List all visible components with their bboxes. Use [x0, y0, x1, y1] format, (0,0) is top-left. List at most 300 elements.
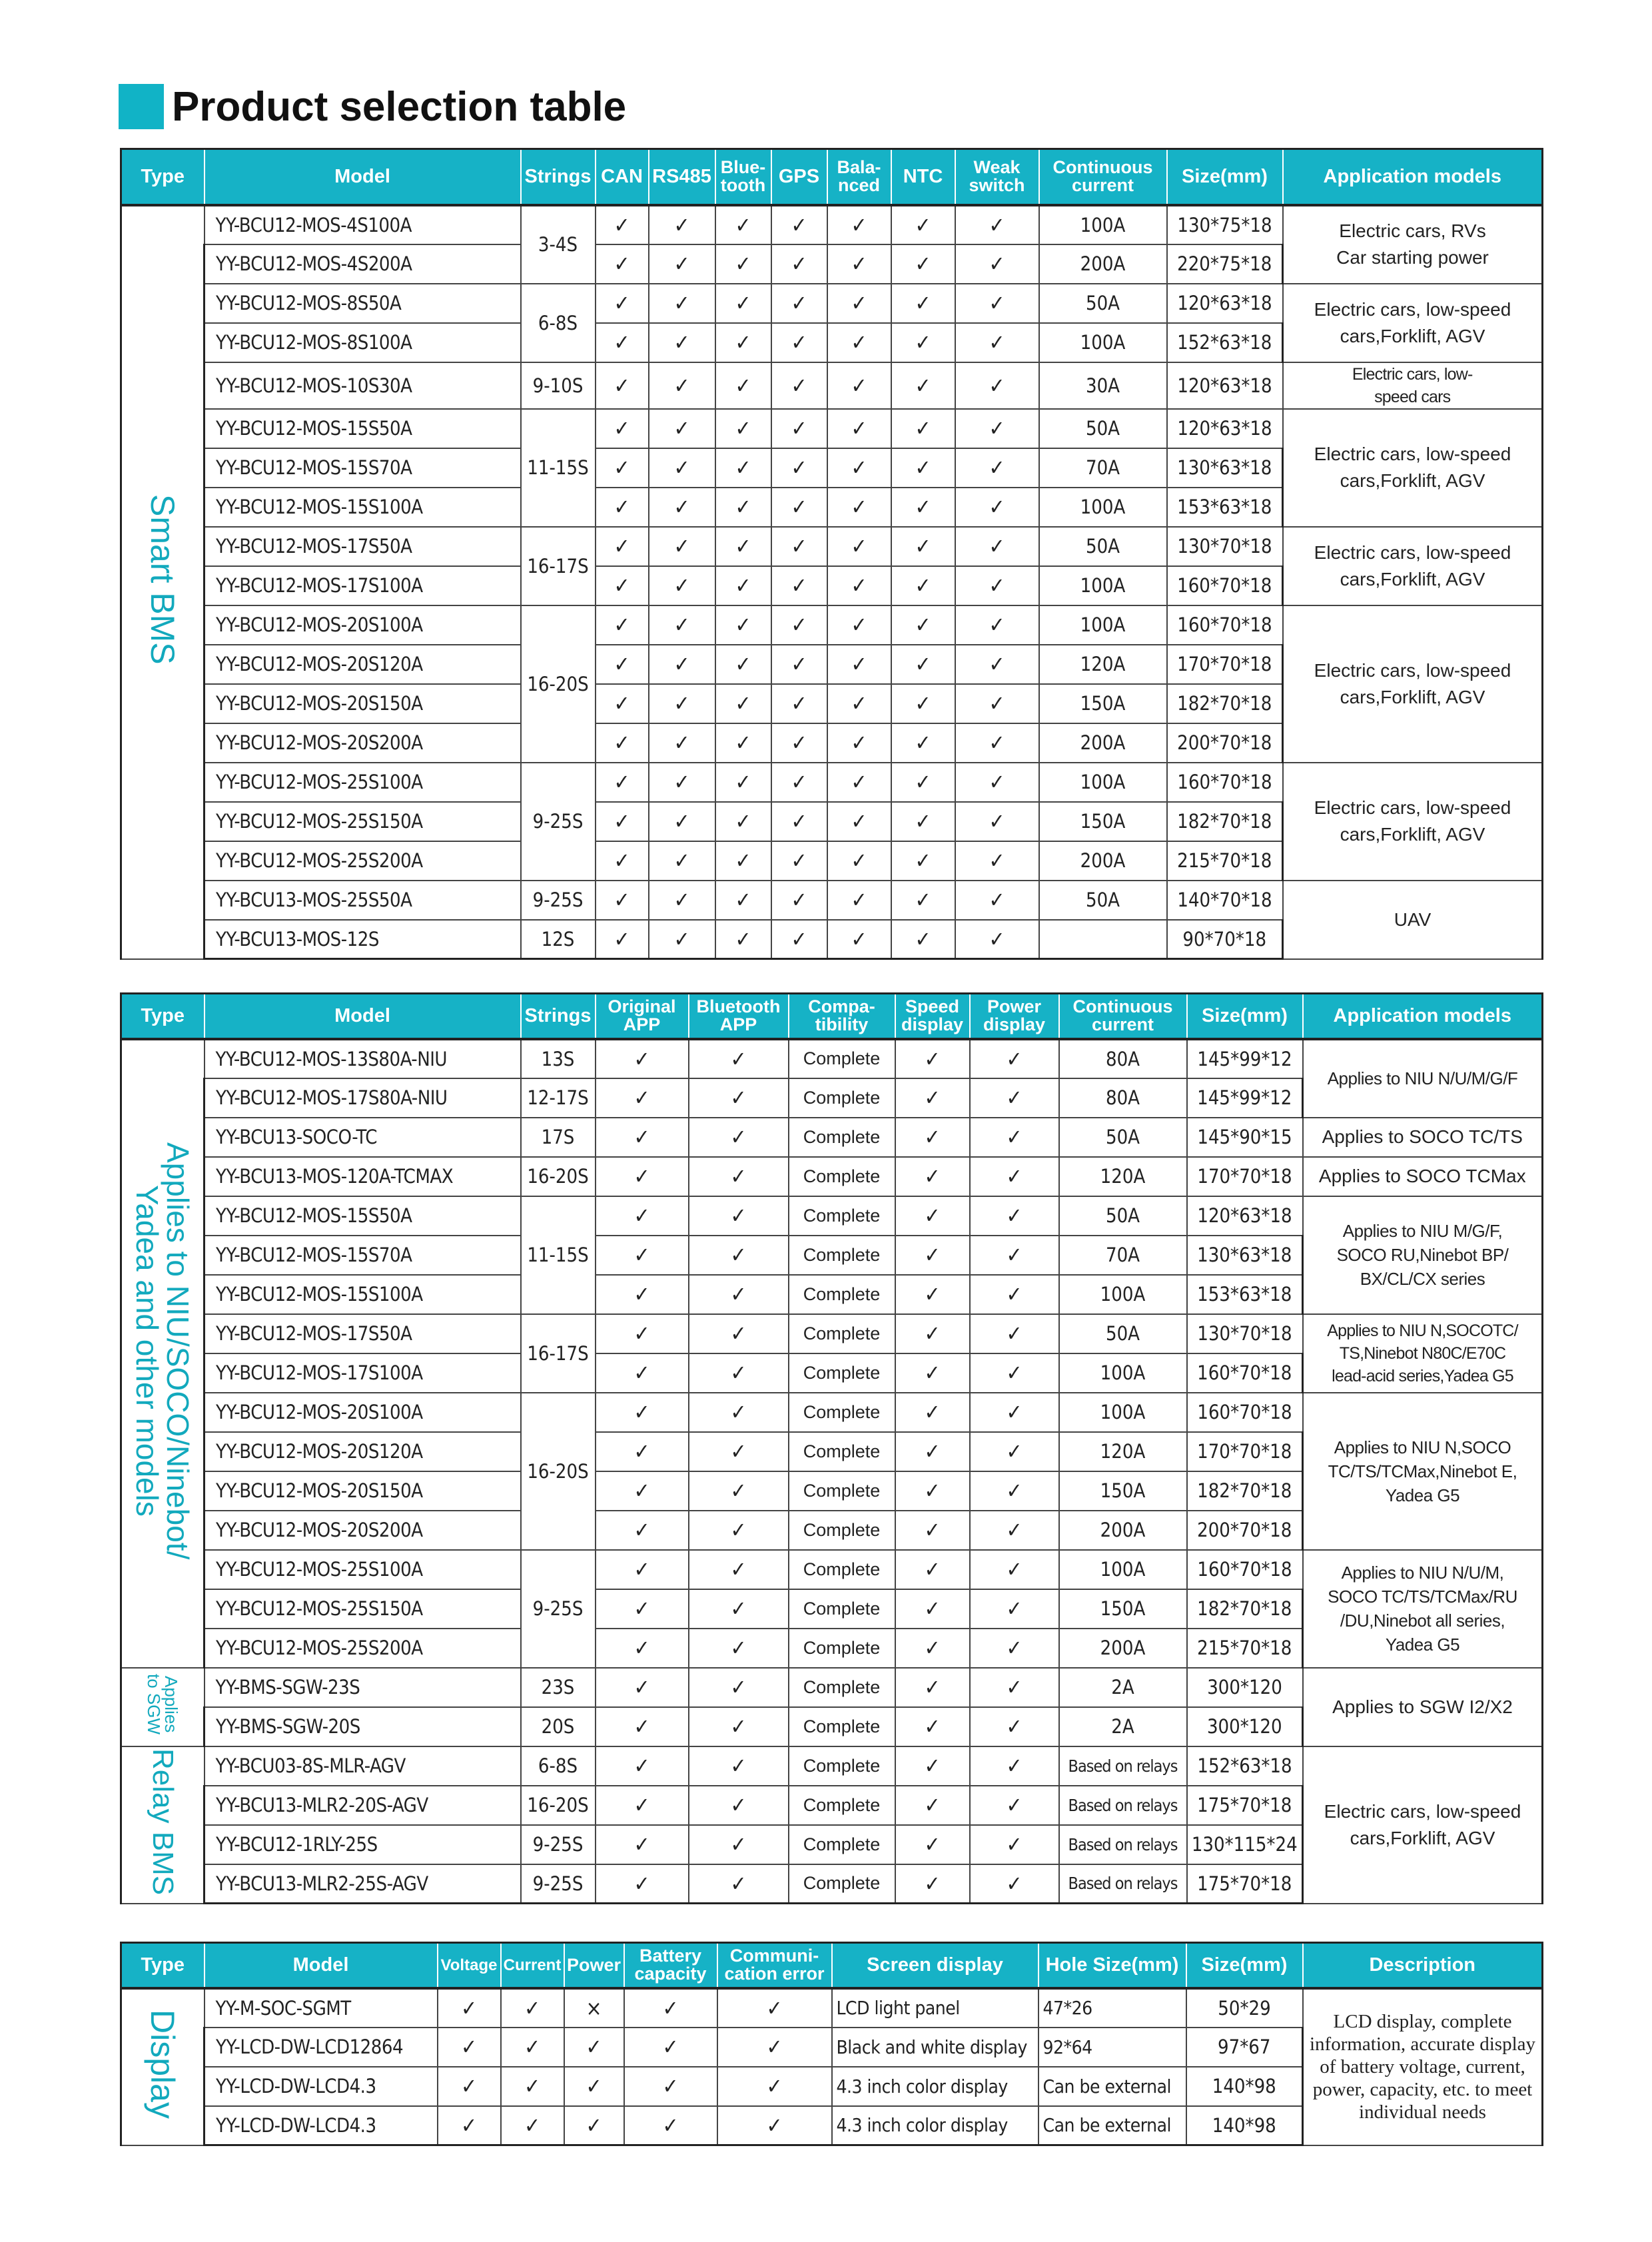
- model-cell: YY-BCU12-MOS-17S100A: [205, 566, 521, 605]
- check-icon: ✓: [662, 1995, 679, 2021]
- check-icon: ✓: [524, 2112, 541, 2138]
- check-icon: ✓: [924, 1242, 941, 1268]
- check-icon: ✓: [851, 730, 867, 755]
- check-icon: ✓: [1006, 1439, 1023, 1464]
- check-icon: ✓: [633, 1832, 650, 1857]
- feature-cell: [715, 684, 771, 723]
- feature-cell: [596, 566, 649, 605]
- check-icon: ✓: [851, 372, 867, 398]
- check-icon: ✓: [633, 1046, 650, 1072]
- check-icon: ✓: [633, 1399, 650, 1425]
- current-cell: 2A: [1059, 1707, 1187, 1746]
- feature-cell: [596, 684, 649, 723]
- check-icon: ✓: [735, 251, 751, 276]
- check-icon: ✓: [1006, 1282, 1023, 1307]
- model-cell: YY-BCU12-MOS-17S80A-NIU: [205, 1078, 521, 1118]
- col-header: Size(mm): [1167, 149, 1283, 205]
- feature-cell: [715, 763, 771, 802]
- size-cell: 130*70*18: [1187, 1314, 1303, 1353]
- speed-display-cell: [895, 1511, 970, 1550]
- col-header: Description: [1303, 1943, 1543, 1988]
- feature-cell: [891, 605, 955, 645]
- feature-cell: [891, 488, 955, 527]
- current-cell: 100A: [1059, 1353, 1187, 1393]
- check-icon: ✓: [924, 1596, 941, 1621]
- col-header: Model: [205, 994, 521, 1039]
- model-cell: YY-BCU12-MOS-25S200A: [205, 841, 521, 881]
- check-icon: ✓: [633, 1517, 650, 1543]
- current-cell: 100A: [1039, 763, 1167, 802]
- speed-display-cell: [895, 1707, 970, 1746]
- check-icon: ✓: [1006, 1792, 1023, 1818]
- feature-cell: [891, 205, 955, 244]
- check-icon: ✓: [633, 1753, 650, 1778]
- feature-cell: [771, 881, 827, 920]
- check-icon: ✓: [851, 612, 867, 637]
- power-display-cell: [970, 1707, 1059, 1746]
- current-cell: 100A: [1039, 566, 1167, 605]
- check-icon: ✓: [735, 809, 751, 834]
- voltage-cell: [438, 1988, 501, 2028]
- check-icon: ✓: [662, 2112, 679, 2138]
- power-display-cell: [970, 1314, 1059, 1353]
- compatibility-cell: Complete: [789, 1864, 895, 1904]
- strings-cell: 9-25S: [521, 763, 596, 881]
- screen-display-cell: LCD light panel: [832, 1988, 1038, 2028]
- compatibility-cell: Complete: [789, 1196, 895, 1236]
- table-row: [121, 1550, 1543, 1589]
- feature-cell: [891, 409, 955, 448]
- feature-cell: [715, 605, 771, 645]
- model-cell: YY-BMS-SGW-20S: [205, 1707, 521, 1746]
- size-cell: 300*120: [1187, 1668, 1303, 1707]
- model-cell: YY-BCU12-1RLY-25S: [205, 1825, 521, 1864]
- check-icon: ✓: [673, 416, 690, 441]
- size-cell: 160*70*18: [1187, 1393, 1303, 1432]
- check-icon: ✓: [614, 534, 630, 559]
- feature-cell: [649, 527, 715, 566]
- feature-cell: [771, 244, 827, 284]
- check-icon: ✓: [730, 1596, 747, 1621]
- current-cell: 150A: [1059, 1589, 1187, 1629]
- check-icon: ✓: [586, 2034, 602, 2059]
- check-icon: ✓: [730, 1203, 747, 1228]
- check-icon: ✓: [915, 809, 931, 834]
- size-cell: 182*70*18: [1167, 802, 1283, 841]
- feature-cell: [649, 841, 715, 881]
- original-app-cell: [596, 1353, 689, 1393]
- feature-cell: [891, 920, 955, 959]
- check-icon: ✓: [673, 809, 690, 834]
- model-cell: YY-BCU13-MLR2-20S-AGV: [205, 1786, 521, 1825]
- size-cell: 145*99*12: [1187, 1078, 1303, 1118]
- table-row: [121, 284, 1543, 323]
- check-icon: ✓: [730, 1635, 747, 1661]
- speed-display-cell: [895, 1393, 970, 1432]
- size-cell: 182*70*18: [1187, 1471, 1303, 1511]
- check-icon: ✓: [851, 251, 867, 276]
- check-icon: ✓: [851, 809, 867, 834]
- check-icon: ✓: [989, 251, 1005, 276]
- feature-cell: [955, 763, 1039, 802]
- col-header: Screen display: [832, 1943, 1038, 1988]
- check-icon: ✓: [673, 534, 690, 559]
- compatibility-cell: Complete: [789, 1471, 895, 1511]
- speed-display-cell: [895, 1589, 970, 1629]
- feature-cell: [771, 645, 827, 684]
- strings-cell: 9-25S: [521, 1864, 596, 1904]
- check-icon: ✓: [633, 1282, 650, 1307]
- current-cell: 50A: [1039, 409, 1167, 448]
- check-icon: ✓: [735, 691, 751, 716]
- current-cell: Based on relays: [1059, 1746, 1187, 1786]
- check-icon: ✓: [915, 290, 931, 316]
- feature-cell: [771, 205, 827, 244]
- strings-cell: 6-8S: [521, 284, 596, 362]
- check-icon: ✓: [791, 809, 807, 834]
- feature-cell: [891, 763, 955, 802]
- check-icon: ✓: [791, 612, 807, 637]
- feature-cell: [649, 284, 715, 323]
- check-icon: ✓: [791, 573, 807, 598]
- col-header: Bluetooth APP: [689, 994, 789, 1039]
- compatibility-cell: Complete: [789, 1825, 895, 1864]
- check-icon: ✓: [924, 1792, 941, 1818]
- check-icon: ✓: [924, 1203, 941, 1228]
- current-cell: 100A: [1039, 323, 1167, 362]
- application-cell: Electric cars, RVs Car starting power: [1283, 205, 1543, 284]
- col-header: GPS: [771, 149, 827, 205]
- check-icon: ✓: [614, 769, 630, 795]
- feature-cell: [771, 448, 827, 488]
- model-cell: YY-BCU12-MOS-15S50A: [205, 1196, 521, 1236]
- size-cell: 120*63*18: [1187, 1196, 1303, 1236]
- check-icon: ✓: [989, 848, 1005, 873]
- communication-error-cell: [717, 2106, 832, 2145]
- model-cell: YY-BMS-SGW-23S: [205, 1668, 521, 1707]
- check-icon: ✓: [633, 1792, 650, 1818]
- feature-cell: [596, 763, 649, 802]
- feature-cell: [715, 802, 771, 841]
- power-display-cell: [970, 1157, 1059, 1196]
- feature-cell: [715, 645, 771, 684]
- power-display-cell: [970, 1118, 1059, 1157]
- check-icon: ✓: [915, 769, 931, 795]
- size-cell: 130*63*18: [1187, 1236, 1303, 1275]
- check-icon: ✓: [673, 730, 690, 755]
- feature-cell: [955, 244, 1039, 284]
- current-cell: 80A: [1059, 1078, 1187, 1118]
- voltage-cell: [438, 2106, 501, 2145]
- check-icon: ✓: [633, 1124, 650, 1150]
- model-cell: YY-BCU12-MOS-25S150A: [205, 1589, 521, 1629]
- check-icon: ✓: [915, 730, 931, 755]
- type-cell-sgw: [121, 1668, 205, 1746]
- check-icon: ✓: [851, 926, 867, 952]
- feature-cell: [955, 527, 1039, 566]
- feature-cell: [955, 605, 1039, 645]
- type-cell-smart-bms-label: Smart BMS: [144, 494, 181, 665]
- check-icon: ✓: [633, 1557, 650, 1582]
- strings-cell: 9-25S: [521, 1825, 596, 1864]
- speed-display-cell: [895, 1196, 970, 1236]
- original-app-cell: [596, 1118, 689, 1157]
- feature-cell: [596, 323, 649, 362]
- check-icon: ✓: [924, 1635, 941, 1661]
- check-icon: ✓: [924, 1399, 941, 1425]
- check-icon: ✓: [735, 651, 751, 677]
- check-icon: ✓: [730, 1792, 747, 1818]
- power-display-cell: [970, 1353, 1059, 1393]
- strings-cell: 16-20S: [521, 605, 596, 763]
- feature-cell: [649, 448, 715, 488]
- check-icon: ✓: [633, 1439, 650, 1464]
- size-cell: 160*70*18: [1187, 1550, 1303, 1589]
- col-header: Battery capacity: [624, 1943, 717, 1988]
- feature-cell: [771, 605, 827, 645]
- check-icon: ✓: [614, 416, 630, 441]
- current-cell: [501, 1988, 564, 2028]
- original-app-cell: [596, 1589, 689, 1629]
- current-cell: 50A: [1039, 881, 1167, 920]
- application-cell: Applies to SOCO TC/TS: [1303, 1118, 1543, 1157]
- check-icon: ✓: [1006, 1242, 1023, 1268]
- check-icon: ✓: [614, 887, 630, 913]
- size-cell: 200*70*18: [1167, 723, 1283, 763]
- current-cell: 50A: [1059, 1196, 1187, 1236]
- check-icon: ✓: [791, 769, 807, 795]
- model-cell: YY-BCU13-MOS-25S50A: [205, 881, 521, 920]
- model-cell: YY-BCU03-8S-MLR-AGV: [205, 1746, 521, 1786]
- col-header: Model: [205, 149, 521, 205]
- check-icon: ✓: [735, 494, 751, 520]
- size-cell: 120*63*18: [1167, 284, 1283, 323]
- power-display-cell: [970, 1196, 1059, 1236]
- check-icon: ✓: [735, 887, 751, 913]
- check-icon: ✓: [851, 691, 867, 716]
- bluetooth-app-cell: [689, 1668, 789, 1707]
- feature-cell: [771, 323, 827, 362]
- feature-cell: [891, 244, 955, 284]
- feature-cell: [649, 362, 715, 409]
- power-display-cell: [970, 1668, 1059, 1707]
- check-icon: ✓: [730, 1675, 747, 1700]
- check-icon: ✓: [633, 1203, 650, 1228]
- table-row: [121, 1196, 1543, 1236]
- check-icon: ✓: [766, 2073, 783, 2099]
- feature-cell: [827, 409, 891, 448]
- check-icon: ✓: [735, 372, 751, 398]
- size-cell: 160*70*18: [1187, 1353, 1303, 1393]
- check-icon: ✓: [924, 1870, 941, 1896]
- model-cell: YY-LCD-DW-LCD4.3: [205, 2067, 438, 2106]
- feature-cell: [649, 409, 715, 448]
- check-icon: ✓: [1006, 1714, 1023, 1739]
- current-cell: 120A: [1039, 645, 1167, 684]
- check-icon: ✓: [989, 330, 1005, 355]
- check-icon: ✓: [735, 212, 751, 238]
- application-cell: Applies to NIU N,SOCO TC/TS/TCMax,Ninebot E, Yadea G5: [1303, 1393, 1543, 1550]
- check-icon: ✓: [989, 455, 1005, 480]
- size-cell: 130*75*18: [1167, 205, 1283, 244]
- check-icon: ✓: [791, 848, 807, 873]
- feature-cell: [955, 323, 1039, 362]
- strings-cell: 16-17S: [521, 527, 596, 605]
- cross-icon: ×: [586, 1995, 602, 2021]
- table-header-row: [121, 149, 1543, 205]
- model-cell: YY-LCD-DW-LCD12864: [205, 2028, 438, 2067]
- power-display-cell: [970, 1629, 1059, 1668]
- check-icon: ✓: [989, 887, 1005, 913]
- feature-cell: [715, 448, 771, 488]
- check-icon: ✓: [915, 455, 931, 480]
- check-icon: ✓: [673, 290, 690, 316]
- communication-error-cell: [717, 1988, 832, 2028]
- feature-cell: [771, 488, 827, 527]
- table-row: [121, 1118, 1543, 1157]
- table-row: [121, 1988, 1543, 2028]
- application-cell: Electric cars, low-speed cars,Forklift, AGV: [1283, 527, 1543, 605]
- table-row: [121, 1314, 1543, 1353]
- bluetooth-app-cell: [689, 1039, 789, 1078]
- compatibility-cell: Complete: [789, 1746, 895, 1786]
- compatibility-cell: Complete: [789, 1078, 895, 1118]
- check-icon: ✓: [915, 494, 931, 520]
- check-icon: ✓: [989, 372, 1005, 398]
- battery-capacity-cell: [624, 2067, 717, 2106]
- model-cell: YY-BCU12-MOS-20S150A: [205, 1471, 521, 1511]
- screen-display-cell: Black and white display: [832, 2028, 1038, 2067]
- check-icon: ✓: [586, 2112, 602, 2138]
- feature-cell: [596, 527, 649, 566]
- model-cell: YY-BCU12-MOS-15S70A: [205, 448, 521, 488]
- check-icon: ✓: [924, 1714, 941, 1739]
- bluetooth-app-cell: [689, 1157, 789, 1196]
- feature-cell: [715, 920, 771, 959]
- check-icon: ✓: [791, 534, 807, 559]
- current-cell: 150A: [1039, 684, 1167, 723]
- check-icon: ✓: [924, 1557, 941, 1582]
- table-row: [121, 605, 1543, 645]
- size-cell: 152*63*18: [1187, 1746, 1303, 1786]
- strings-cell: 11-15S: [521, 1196, 596, 1314]
- table-row: [121, 205, 1543, 244]
- check-icon: ✓: [524, 1995, 541, 2021]
- feature-cell: [891, 723, 955, 763]
- col-header: Power display: [970, 994, 1059, 1039]
- check-icon: ✓: [915, 416, 931, 441]
- model-cell: YY-BCU12-MOS-4S100A: [205, 205, 521, 244]
- feature-cell: [649, 920, 715, 959]
- original-app-cell: [596, 1432, 689, 1471]
- col-header: Type: [121, 1943, 205, 1988]
- battery-capacity-cell: [624, 1988, 717, 2028]
- type-cell-display: [121, 1988, 205, 2145]
- check-icon: ✓: [735, 455, 751, 480]
- page-title-block: [119, 81, 626, 132]
- power-cell: [564, 2028, 624, 2067]
- check-icon: ✓: [989, 212, 1005, 238]
- size-cell: 130*115*24: [1187, 1825, 1303, 1864]
- col-header: NTC: [891, 149, 955, 205]
- power-display-cell: [970, 1039, 1059, 1078]
- application-cell: Applies to NIU N/U/M/G/F: [1303, 1039, 1543, 1118]
- size-cell: 220*75*18: [1167, 244, 1283, 284]
- application-cell: Applies to NIU N/U/M, SOCO TC/TS/TCMax/RU /DU,Ninebot all series, Yadea G5: [1303, 1550, 1543, 1668]
- feature-cell: [771, 723, 827, 763]
- application-cell: Applies to SOCO TCMax: [1303, 1157, 1543, 1196]
- feature-cell: [891, 362, 955, 409]
- bluetooth-app-cell: [689, 1314, 789, 1353]
- check-icon: ✓: [791, 651, 807, 677]
- check-icon: ✓: [989, 809, 1005, 834]
- communication-error-cell: [717, 2028, 832, 2067]
- feature-cell: [827, 448, 891, 488]
- check-icon: ✓: [915, 926, 931, 952]
- current-cell: 70A: [1059, 1236, 1187, 1275]
- type-cell-niu-soco: [121, 1039, 205, 1668]
- bluetooth-app-cell: [689, 1707, 789, 1746]
- check-icon: ✓: [791, 416, 807, 441]
- check-icon: ✓: [735, 730, 751, 755]
- type-cell-sgw-label: Applies to SGW: [144, 1673, 181, 1734]
- model-cell: YY-BCU12-MOS-25S200A: [205, 1629, 521, 1668]
- application-cell: Applies to NIU N,SOCOTC/ TS,Ninebot N80C/E70C lead-acid series,Yadea G5: [1303, 1314, 1543, 1393]
- battery-capacity-cell: [624, 2028, 717, 2067]
- check-icon: ✓: [735, 926, 751, 952]
- size-cell: 90*70*18: [1167, 920, 1283, 959]
- compatibility-cell: Complete: [789, 1589, 895, 1629]
- model-cell: YY-BCU12-MOS-20S150A: [205, 684, 521, 723]
- bluetooth-app-cell: [689, 1236, 789, 1275]
- check-icon: ✓: [989, 691, 1005, 716]
- size-cell: 170*70*18: [1167, 645, 1283, 684]
- feature-cell: [596, 284, 649, 323]
- model-cell: YY-BCU13-SOCO-TC: [205, 1118, 521, 1157]
- current-cell: 50A: [1059, 1314, 1187, 1353]
- check-icon: ✓: [614, 455, 630, 480]
- feature-cell: [955, 448, 1039, 488]
- col-header: Type: [121, 149, 205, 205]
- type-cell-niu-soco-label: Applies to NIU/SOCO/Ninebot/ Yadea and other models: [130, 1142, 195, 1560]
- bluetooth-app-cell: [689, 1746, 789, 1786]
- compatibility-cell: Complete: [789, 1275, 895, 1314]
- check-icon: ✓: [791, 887, 807, 913]
- feature-cell: [827, 763, 891, 802]
- size-cell: 120*63*18: [1167, 362, 1283, 409]
- current-cell: 70A: [1039, 448, 1167, 488]
- strings-cell: 11-15S: [521, 409, 596, 527]
- feature-cell: [827, 645, 891, 684]
- model-cell: YY-BCU12-MOS-15S70A: [205, 1236, 521, 1275]
- current-cell: [501, 2028, 564, 2067]
- hole-size-cell: Can be external: [1038, 2106, 1186, 2145]
- feature-cell: [649, 802, 715, 841]
- power-display-cell: [970, 1236, 1059, 1275]
- compatible-bms-table: [120, 992, 1543, 1904]
- check-icon: ✓: [1006, 1753, 1023, 1778]
- check-icon: ✓: [614, 372, 630, 398]
- col-header: Continuous current: [1039, 149, 1167, 205]
- compatibility-cell: Complete: [789, 1393, 895, 1432]
- check-icon: ✓: [614, 290, 630, 316]
- check-icon: ✓: [673, 848, 690, 873]
- check-icon: ✓: [924, 1282, 941, 1307]
- size-cell: 160*70*18: [1167, 605, 1283, 645]
- check-icon: ✓: [673, 573, 690, 598]
- speed-display-cell: [895, 1786, 970, 1825]
- bluetooth-app-cell: [689, 1118, 789, 1157]
